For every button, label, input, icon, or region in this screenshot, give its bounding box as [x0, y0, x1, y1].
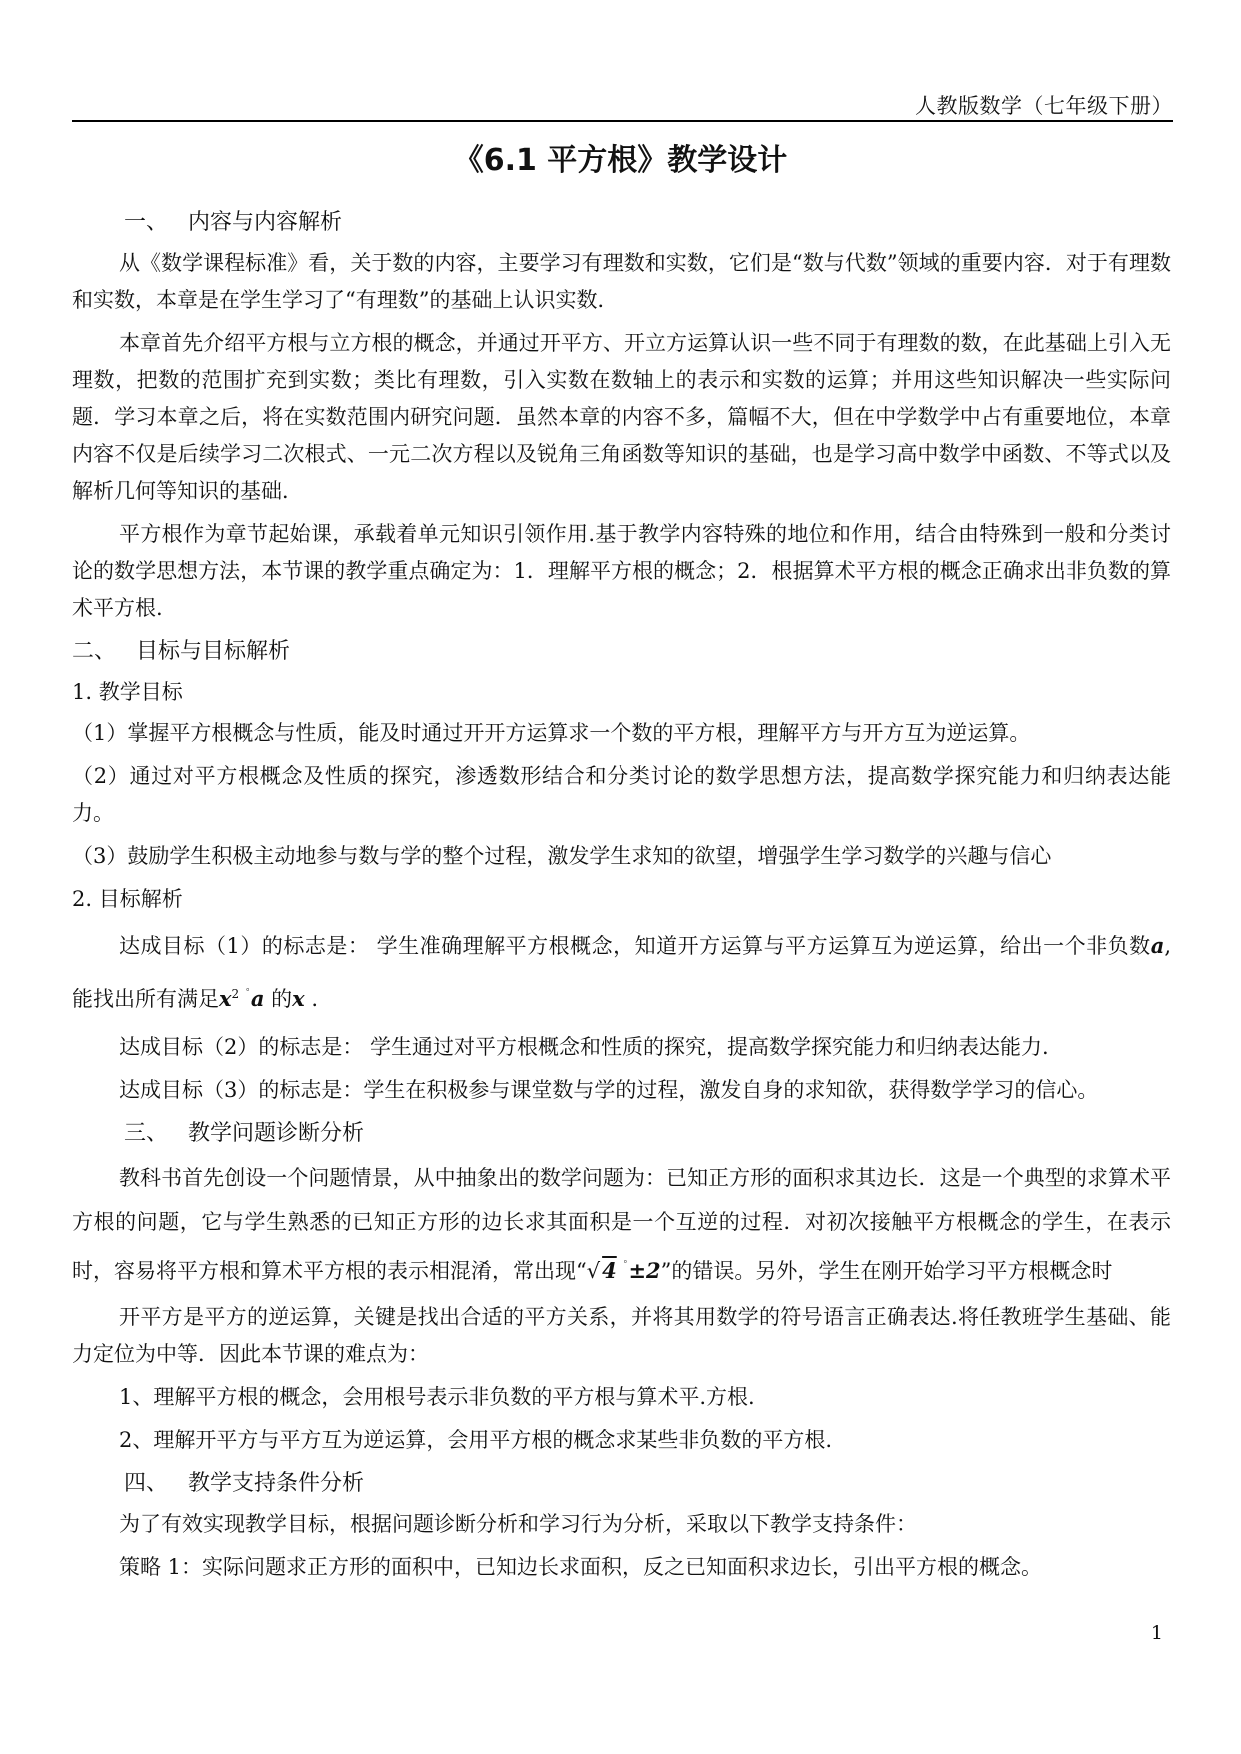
goal-analysis-1-end: .: [304, 987, 319, 1011]
sqrt-rhs: ±2: [628, 1258, 661, 1283]
goal-2: （2）通过对平方根概念及性质的探究，渗透数形结合和分类讨论的数学思想方法，提高数学探究能力和归纳表达能力。: [72, 764, 1171, 825]
section-4-paragraph-1: 为了有效实现教学目标，根据问题诊断分析和学习行为分析，采取以下教学支持条件：: [119, 1512, 917, 1536]
section-2-number: 二、: [72, 639, 117, 664]
section-1-paragraph-1: 从《数学课程标准》看，关于数的内容，主要学习有理数和实数，它们是“数与代数”领域的重要内容．对于有理数和实数，本章是在学生学习了“有理数”的基础上认识实数．: [72, 251, 1171, 312]
running-header: 人教版数学（七年级下册）: [915, 94, 1173, 118]
math-garbled-equals-symbol: ﾟ: [245, 987, 251, 1001]
section-1-heading: [72, 204, 1171, 241]
goal-analysis-3: 达成目标（3）的标志是：学生在积极参与课堂数与学的过程，激发自身的求知欲，获得数学学习的信心。: [119, 1078, 1099, 1102]
page-number: 1: [1150, 1622, 1163, 1644]
math-var-a-2: a: [250, 986, 265, 1011]
goal-analysis-1-mid: , 能找出所有满足: [72, 934, 1171, 1011]
document-title: 《6.1 平方根》教学设计: [453, 143, 788, 178]
goal-analysis-2: 达成目标（2）的标志是： 学生通过对平方根概念和性质的探究，提高数学探究能力和归纳表达能力.: [119, 1035, 1049, 1059]
section-4-paragraph-2: 策略 1：实际问题求正方形的面积中，已知边长求面积，反之已知面积求边长，引出平方根的概念。: [119, 1555, 1043, 1579]
section-3-paragraph-1-b: ”的错误。另外，学生在刚开始学习平方根概念时: [660, 1259, 1113, 1283]
goal-analysis-1-de: 的: [264, 987, 293, 1011]
sqrt-expression: √4: [586, 1258, 617, 1283]
math-var-x-2: x: [292, 986, 305, 1011]
section-3-number: 三、: [124, 1121, 169, 1146]
goal-analysis-1-text: 达成目标（1）的标志是： 学生准确理解平方根概念，知道开方运算与平方运算互为逆运算，给出一个非负数: [119, 934, 1151, 958]
goal-1: （1）掌握平方根概念与性质，能及时通过开开方运算求一个数的平方根，理解平方与开方互为逆运算。: [72, 721, 1031, 745]
math-var-x: x: [219, 986, 232, 1011]
section-1-paragraph-3: 平方根作为章节起始课，承载着单元知识引领作用.基于教学内容特殊的地位和作用，结合由特殊到一般和分类讨论的数学思想方法，本节课的教学重点确定为：1．理解平方根的概念；2．根据算术平方根的概念正确求出非负数的算术平方根.: [72, 522, 1171, 620]
section-1-number: 一、: [124, 210, 169, 235]
difficulty-1: 1、理解平方根的概念，会用根号表示非负数的平方根与算术平.方根.: [119, 1385, 755, 1409]
section-4-number: 四、: [124, 1471, 169, 1496]
section-3-heading: [72, 1115, 1171, 1152]
section-3-paragraph-2: 开平方是平方的逆运算，关键是找出合适的平方关系，并将其用数学的符号语言正确表达.将任教班学生基础、能力定位为中等．因此本节课的难点为：: [72, 1305, 1171, 1366]
goal-3: （3）鼓励学生积极主动地参与数与学的整个过程，激发学生求知的欲望，增强学生学习数学的兴趣与信心: [72, 844, 1052, 868]
section-4-title: 教学支持条件分析: [188, 1471, 365, 1496]
section-3-title: 教学问题诊断分析: [188, 1121, 365, 1146]
difficulty-2: 2、理解开平方与平方互为逆运算，会用平方根的概念求某些非负数的平方根.: [119, 1428, 833, 1452]
sqrt-radicand: 4: [602, 1258, 617, 1283]
math-var-a: a: [1150, 933, 1165, 958]
section-4-heading: [72, 1465, 1171, 1502]
math-exponent: 2: [231, 987, 240, 1001]
section-3-paragraph-1-a: 教科书首先创设一个问题情景，从中抽象出的数学问题为：已知正方形的面积求其边长．这是一个典型的求算术平方根的问题，它与学生熟悉的已知正方形的边长求其面积是一个互逆的过程．对初次接触平方根概念的学生，在表示时，容易将平方根和算术平方根的表示相混淆，常出现“: [72, 1166, 1171, 1283]
section-2-title: 目标与目标解析: [136, 639, 291, 664]
subheading-teaching-goals: 1. 教学目标: [72, 680, 183, 704]
garbled-equals-symbol: ﾟ: [623, 1259, 629, 1273]
header-rule: [72, 120, 1173, 122]
section-2-heading: [72, 633, 1171, 670]
section-1-title: 内容与内容解析: [188, 210, 343, 235]
goal-analysis-1: [72, 922, 1171, 1023]
subheading-goal-analysis: 2. 目标解析: [72, 887, 183, 911]
document-body: [72, 198, 1171, 1592]
section-3-paragraph-1: [72, 1156, 1171, 1293]
section-1-paragraph-2: 本章首先介绍平方根与立方根的概念，并通过开平方、开立方运算认识一些不同于有理数的数，在此基础上引入无理数，把数的范围扩充到实数；类比有理数，引入实数在数轴上的表示和实数的运算；并用这些知识解决一些实际问题．学习本章之后，将在实数范围内研究问题．虽然本章的内容不多，篇幅不大，但在中学数学中占有重要地位，本章内容不仅是后续学习二次根式、一元二次方程以及锐角三角函数等知识的基础，也是学习高中数学中函数、不等式以及解析几何等知识的基础．: [72, 331, 1171, 503]
